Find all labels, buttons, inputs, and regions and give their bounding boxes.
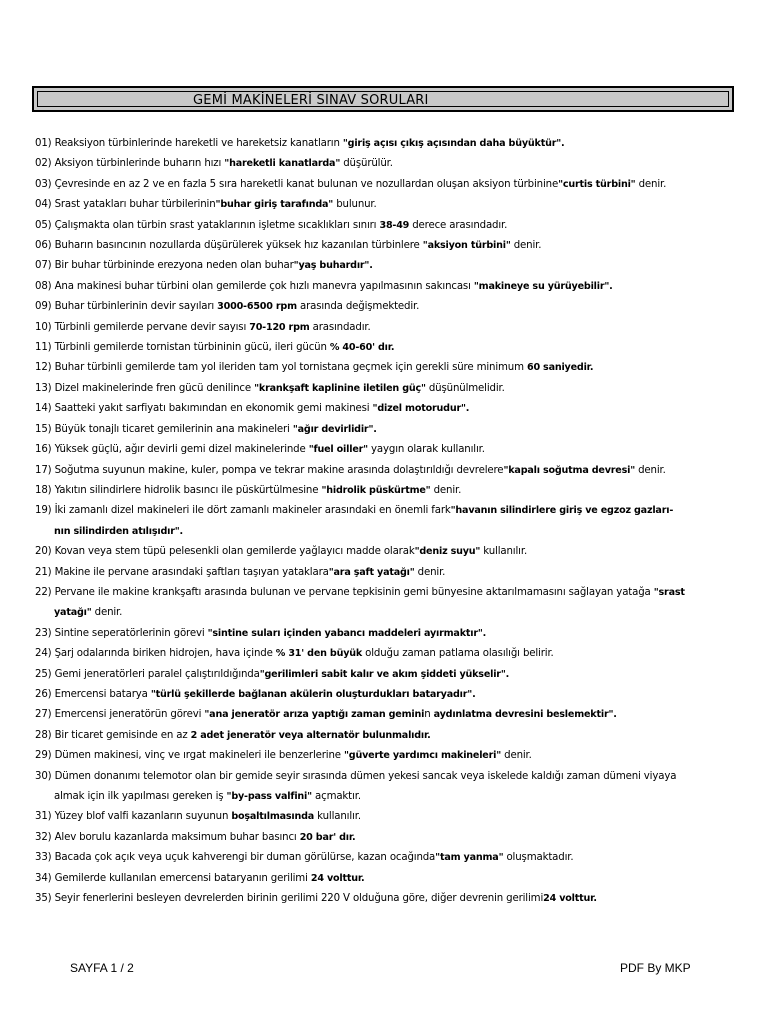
question-item	[35, 420, 735, 440]
question-item	[35, 216, 735, 236]
answer-text: 38-49	[379, 219, 410, 231]
answer-text: "hareketli kanatlarda"	[224, 158, 341, 170]
question-item-continuation	[35, 522, 735, 542]
question-text: denir.	[510, 240, 542, 252]
question-item	[35, 705, 735, 725]
answer-text: "giriş açısı çıkış açısından daha büyüktür".	[342, 138, 565, 149]
answer-text: "srast	[653, 586, 685, 598]
question-item	[35, 481, 735, 501]
answer-text: 3000-6500 rpm	[217, 301, 297, 313]
question-text: olduğu zaman patlama olasılığı belirir.	[362, 648, 554, 660]
title-inner-frame	[37, 91, 729, 107]
answer-text: "güverte yardımcı makineleri"	[344, 750, 502, 762]
question-text: 06) Buharın basıncının nozullarda düşürülerek yüksek hız kazanılan türbinlere	[35, 240, 423, 252]
question-text: 07) Bir buhar türbininde erezyona neden olan buhar	[35, 260, 294, 272]
answer-text: 20 bar' dır.	[299, 831, 356, 843]
question-item	[35, 542, 735, 562]
question-text: açmaktır.	[311, 791, 361, 802]
answer-text: "tam yanma"	[435, 852, 504, 864]
question-text: 30) Dümen donanımı telemotor olan bir gemide seyir sırasında dümen yekesi sancak veya iskelede kaldığı zaman dümeni viyaya	[35, 770, 677, 782]
answer-text: "buhar giriş tarafında"	[215, 199, 334, 211]
question-text: 34) Gemilerde kullanılan emercensi bataryanın gerilimi	[35, 872, 311, 884]
question-item	[35, 277, 735, 297]
question-text: 13) Dizel makinelerinde fren gücü denilince	[35, 382, 255, 394]
question-item	[35, 624, 735, 644]
question-text: denir.	[91, 607, 123, 619]
question-text: 11) Türbinli gemilerde tornistan türbininin gücü, ileri gücün	[35, 342, 330, 354]
question-text: 35) Seyir fenerlerini besleyen devrelerden birinin gerilimi 220 V olduğuna göre, diğer devrenin gerilimi	[35, 893, 544, 905]
question-text: almak için ilk yapılması gereken iş	[54, 791, 227, 802]
answer-text: yatağı"	[54, 607, 92, 619]
answer-text: "makineye su yürüyebilir".	[473, 280, 613, 292]
question-text: denir.	[414, 566, 446, 578]
question-text: denir.	[430, 484, 462, 496]
question-item	[35, 889, 735, 909]
answer-text: 24 volttur.	[310, 872, 365, 884]
question-item-continuation	[35, 603, 735, 623]
question-item	[35, 195, 735, 215]
question-item	[35, 318, 735, 338]
answer-text: "hidrolik püskürtme"	[321, 484, 431, 496]
question-text: 27) Emercensi jeneratörün görevi	[35, 709, 205, 721]
footer-credit: PDF By MKP	[620, 961, 691, 975]
answer-text: 60 saniyedir.	[526, 362, 594, 374]
question-item	[35, 644, 735, 664]
question-text: 10) Türbinli gemilerde pervane devir sayısı	[35, 321, 250, 333]
question-item	[35, 501, 735, 521]
question-text: 20) Kovan veya stem tüpü pelesenkli olan gemilerde yağlayıcı madde olarak	[35, 546, 415, 558]
question-text: 12) Buhar türbinli gemilerde tam yol ileriden tam yol tornistana geçmek için gerekli süre minimum	[35, 362, 527, 374]
question-text: 16) Yüksek güçlü, ağır devirli gemi dizel makinelerinde	[35, 444, 309, 456]
question-item	[35, 338, 735, 358]
question-item	[35, 358, 735, 378]
page-title: GEMİ MAKİNELERİ SINAV SORULARI	[193, 93, 429, 108]
question-item	[35, 440, 735, 460]
answer-text: % 31' den büyük	[275, 648, 363, 660]
answer-text: "gerilimleri sabit kalır ve akım şiddeti yükselir".	[259, 668, 510, 680]
answer-text: "aksiyon türbini"	[422, 240, 511, 252]
answer-text: aydınlatma devresini beslemektir".	[433, 709, 617, 721]
question-text: 24) Şarj odalarında biriken hidrojen, hava içinde	[35, 648, 276, 660]
question-text: kullanılır.	[480, 546, 528, 558]
question-item	[35, 134, 735, 154]
question-text: 02) Aksiyon türbinlerinde buharın hızı	[35, 158, 225, 170]
answer-text: 24 volttur.	[543, 893, 597, 905]
question-item	[35, 807, 735, 827]
question-text: yaygın olarak kullanılır.	[367, 444, 485, 456]
question-text: 28) Bir ticaret gemisinde en az	[35, 729, 191, 741]
question-text: 19) İki zamanlı dizel makineleri ile dört zamanlı makineler arasındaki en önemli fark	[35, 505, 451, 517]
question-item	[35, 379, 735, 399]
question-item	[35, 461, 735, 481]
question-text: derece arasındadır.	[409, 219, 508, 231]
answer-text: "yaş buhardır".	[293, 260, 373, 272]
question-text: 08) Ana makinesi buhar türbini olan gemilerde çok hızlı manevra yapılmasının sakıncası	[35, 280, 474, 292]
question-item-continuation	[35, 787, 735, 807]
question-text: denir.	[635, 178, 667, 190]
question-text: oluşmaktadır.	[503, 852, 574, 864]
question-text: 22) Pervane ile makine krankşaftı arasında bulunan ve pervane tepkisinin gemi bünyesine aktarılmamasını sağlayan yatağa	[35, 586, 654, 598]
question-item	[35, 767, 735, 787]
question-item	[35, 297, 735, 317]
question-text: 05) Çalışmakta olan türbin srast yataklarının işletme sıcaklıkları sınırı	[35, 219, 380, 231]
title-box	[32, 86, 734, 112]
question-text: 26) Emercensi batarya	[35, 688, 151, 700]
answer-text: "sintine suları içinden yabancı maddeleri ayırmaktır".	[207, 627, 487, 639]
answer-text: "türlü şekillerde bağlanan akülerin oluşturdukları bataryadır".	[150, 688, 476, 700]
question-item	[35, 563, 735, 583]
question-text: 09) Buhar türbinlerinin devir sayıları	[35, 301, 218, 313]
question-text: 14) Saatteki yakıt sarfiyatı bakımından en ekonomik gemi makinesi	[35, 403, 373, 415]
question-item	[35, 399, 735, 419]
question-item	[35, 848, 735, 868]
question-text: 29) Dümen makinesi, vinç ve ırgat makineleri ile benzerlerine	[35, 750, 344, 762]
question-item	[35, 746, 735, 766]
question-item	[35, 236, 735, 256]
question-text: düşürülür.	[340, 158, 393, 170]
question-text: kullanılır.	[314, 811, 361, 823]
answer-text: "kapalı soğutma devresi"	[503, 464, 636, 476]
question-item	[35, 828, 735, 848]
question-text: 17) Soğutma suyunun makine, kuler, pompa ve tekrar makine arasında dolaştırıldığı devrelere	[35, 464, 504, 476]
question-text: 33) Bacada çok açık veya uçuk kahverengi bir duman görülürse, kazan ocağında	[35, 852, 436, 864]
question-item	[35, 685, 735, 705]
question-text: 04) Srast yatakları buhar türbilerinin	[35, 199, 216, 211]
question-text: 18) Yakıtın silindirlere hidrolik basıncı ile püskürtülmesine	[35, 484, 322, 496]
answer-text: "deniz suyu"	[414, 546, 481, 558]
answer-text: "havanın silindirlere giriş ve egzoz gazları-	[450, 505, 674, 517]
answer-text: boşaltılmasında	[231, 811, 315, 823]
answer-text: "by-pass valfini"	[226, 791, 312, 802]
question-text: arasındadır.	[309, 321, 371, 333]
question-item	[35, 175, 735, 195]
question-text: 32) Alev borulu kazanlarda maksimum buhar basıncı	[35, 831, 300, 843]
question-text: 25) Gemi jeneratörleri paralel çalıştırıldığında	[35, 668, 260, 680]
question-item	[35, 665, 735, 685]
question-text: n	[424, 709, 434, 721]
answer-text: 2 adet jeneratör veya alternatör bulunmalıdır.	[190, 729, 431, 741]
answer-text: "fuel oiller"	[308, 444, 368, 456]
question-text: 21) Makine ile pervane arasındaki şaftları taşıyan yataklara	[35, 566, 329, 578]
question-text: bulunur.	[333, 199, 377, 211]
page-number: SAYFA 1 / 2	[70, 961, 134, 975]
answer-text: % 40-60' dır.	[329, 342, 395, 354]
answer-text: 70-120 rpm	[249, 321, 310, 333]
answer-text: nın silindirden atılışıdır".	[54, 525, 183, 537]
question-text: 23) Sintine seperatörlerinin görevi	[35, 627, 208, 639]
question-text: 03) Çevresinde en az 2 ve en fazla 5 sıra hareketli kanat bulunan ve nozullardan oluşan aksiyon türbinine	[35, 178, 559, 190]
question-item	[35, 726, 735, 746]
question-text: 31) Yüzey blof valfi kazanların suyunun	[35, 811, 232, 823]
question-text: 01) Reaksiyon türbinlerinde hareketli ve hareketsiz kanatların	[35, 138, 343, 149]
question-text: denir.	[501, 750, 532, 762]
answer-text: "curtis türbini"	[558, 178, 636, 190]
question-text: 15) Büyük tonajlı ticaret gemilerinin ana makineleri	[35, 423, 293, 435]
question-list	[35, 134, 735, 909]
answer-text: "dizel motorudur".	[372, 403, 470, 415]
question-item	[35, 154, 735, 174]
answer-text: "ağır devirlidir".	[292, 423, 377, 435]
question-text: denir.	[635, 464, 666, 476]
question-item	[35, 256, 735, 276]
answer-text: "krankşaft kaplinine iletilen güç"	[254, 382, 426, 394]
answer-text: "ara şaft yatağı"	[328, 566, 415, 578]
question-item	[35, 869, 735, 889]
answer-text: "ana jeneratör arıza yaptığı zaman gemini	[204, 709, 425, 721]
question-item	[35, 583, 735, 603]
question-text: düşünülmelidir.	[425, 382, 505, 394]
question-text: arasında değişmektedir.	[296, 301, 420, 313]
